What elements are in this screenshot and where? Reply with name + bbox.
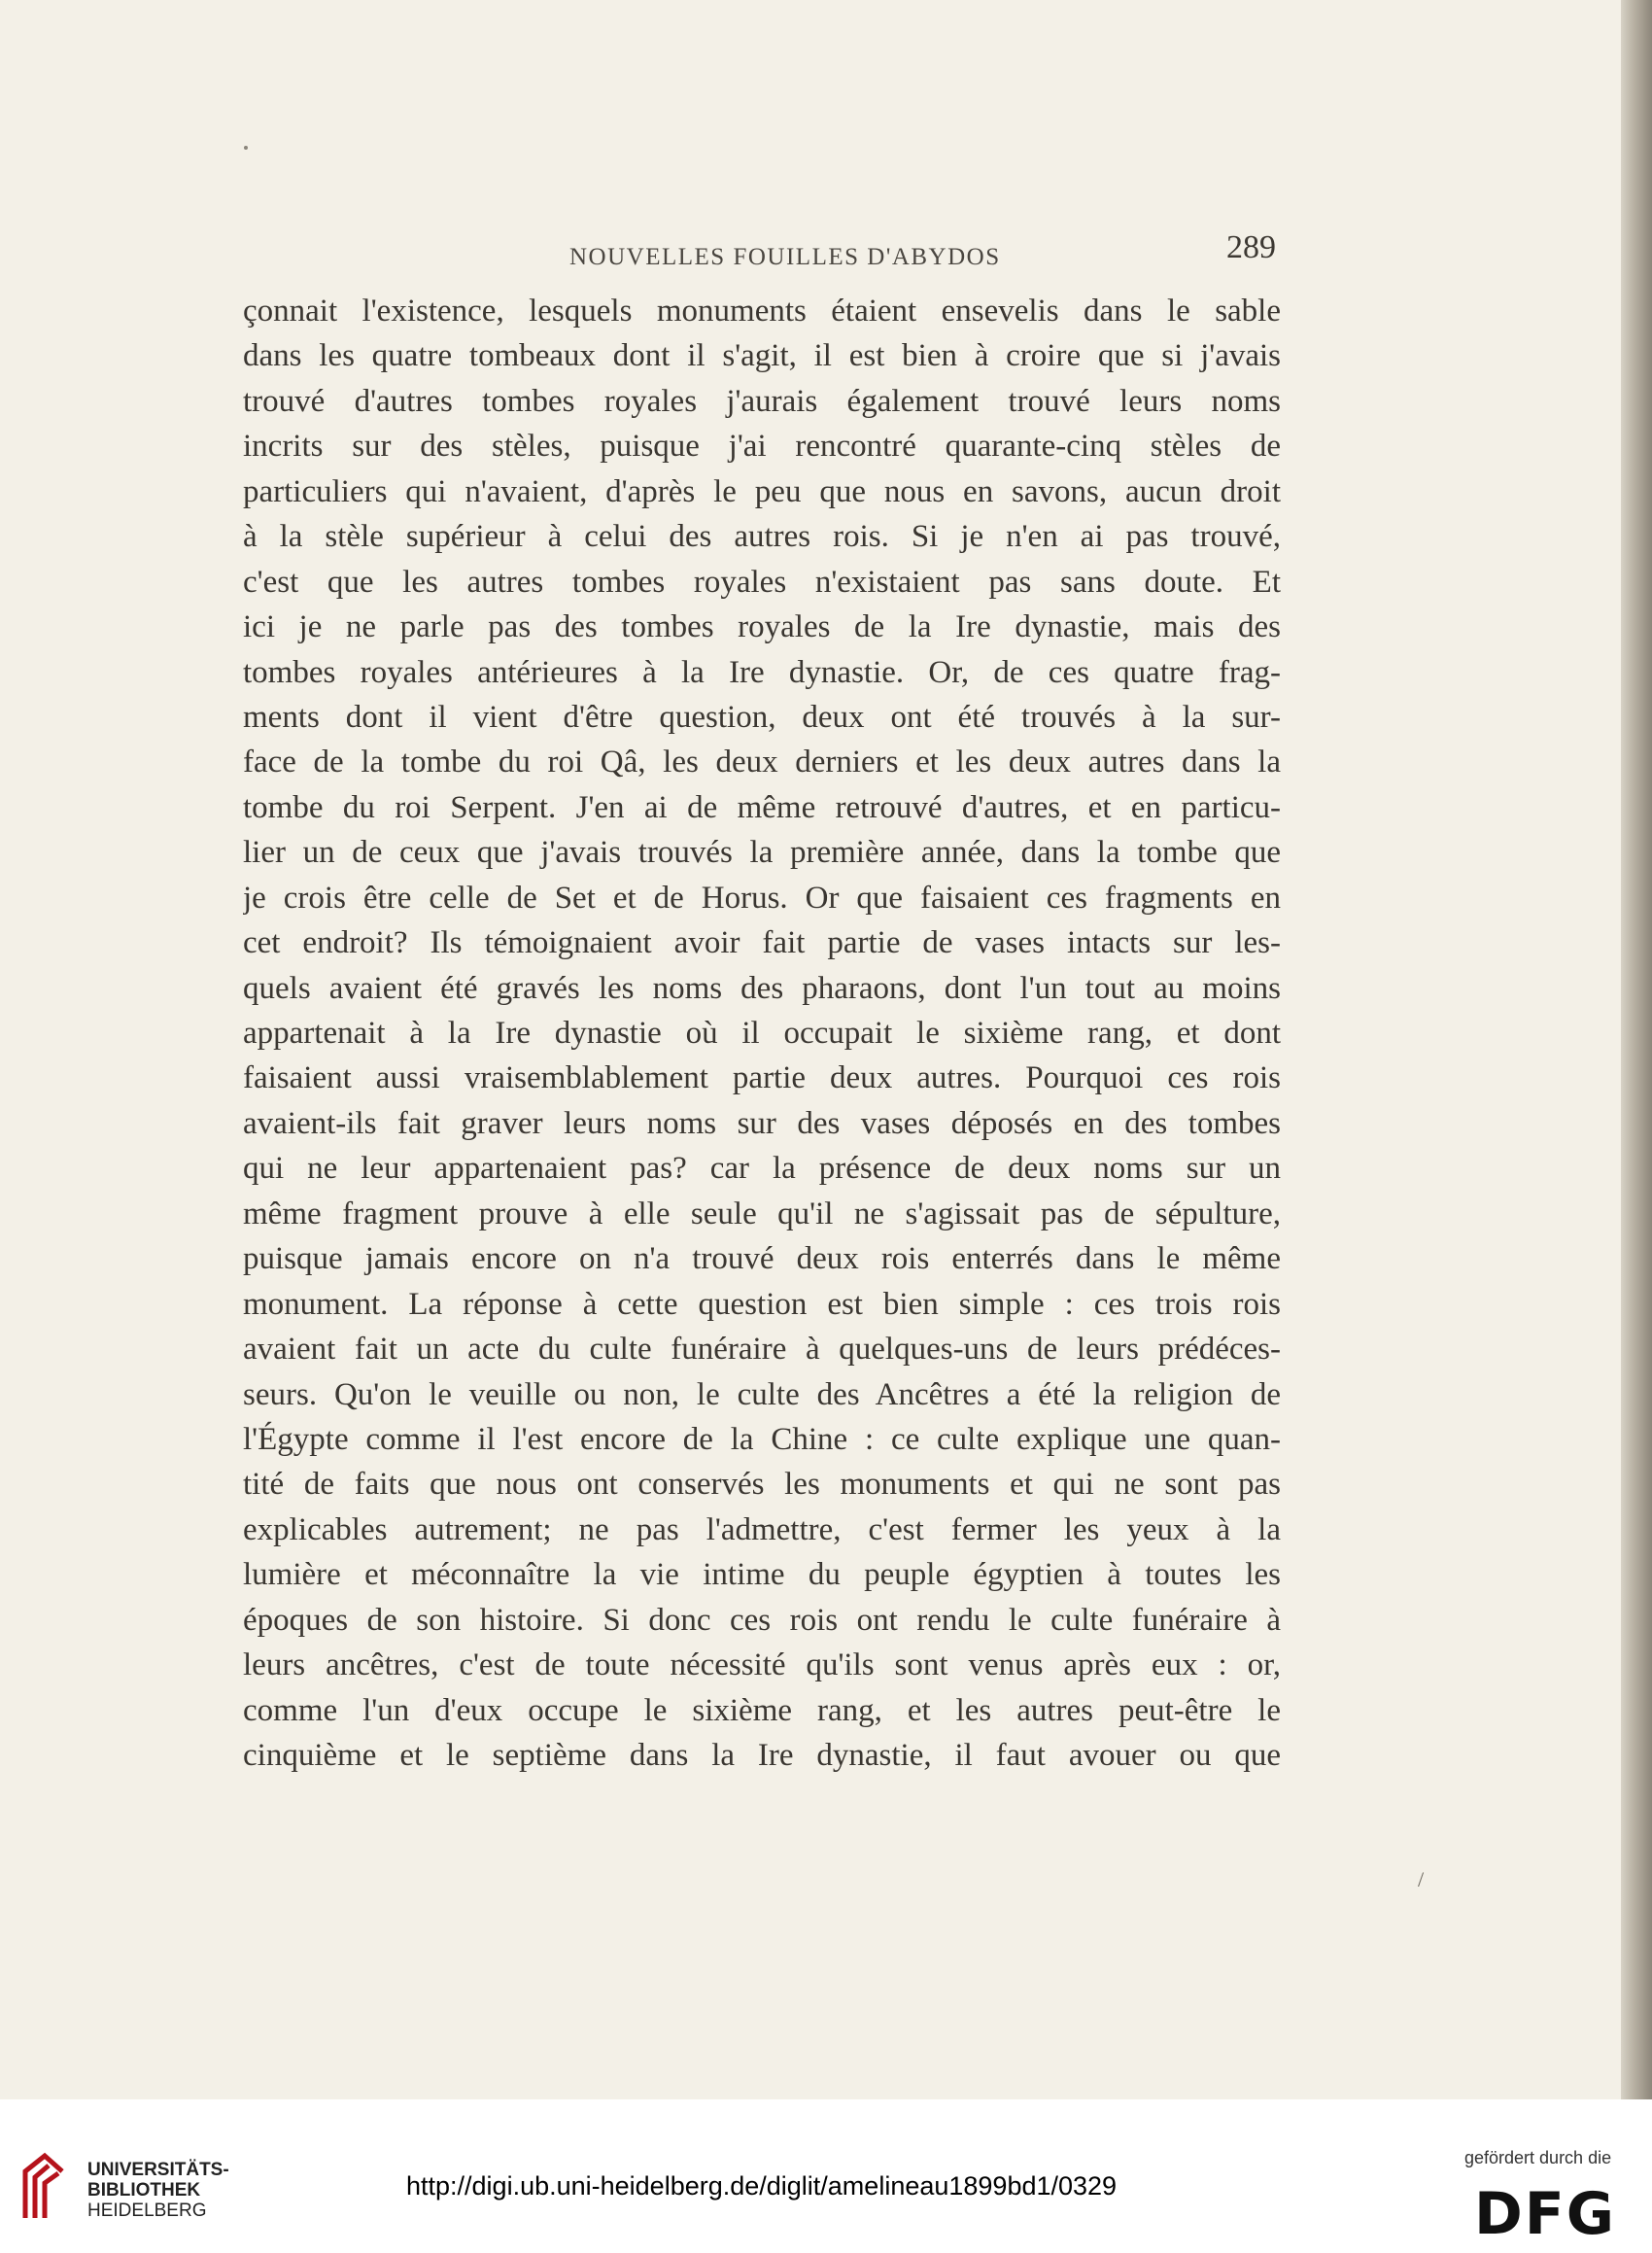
text-line: seurs. Qu'on le veuille ou non, le culte des Ancêtres a été la religion de	[243, 1376, 1281, 1412]
permalink-url[interactable]: http://digi.ub.uni-heidelberg.de/diglit/amelineau1899bd1/0329	[406, 2171, 1118, 2201]
text-line: quels avaient été gravés les noms des pharaons, dont l'un tout au moins	[243, 970, 1281, 1006]
text-line: particuliers qui n'avaient, d'après le peu que nous en savons, aucun droit	[243, 473, 1281, 509]
text-line: époques de son histoire. Si donc ces rois ont rendu le culte funéraire à	[243, 1602, 1281, 1638]
page-edge-shadow	[1621, 0, 1652, 2099]
text-line: ments dont il vient d'être question, deux ont été trouvés à la sur-	[243, 699, 1281, 735]
text-line: ici je ne parle pas des tombes royales de la Ire dynastie, mais des	[243, 609, 1281, 645]
text-line: puisque jamais encore on n'a trouvé deux rois enterrés dans le même	[243, 1241, 1281, 1277]
page-number: 289	[1226, 229, 1276, 265]
text-line: monument. La réponse à cette question est bien simple : ces trois rois	[243, 1286, 1281, 1322]
text-line: appartenait à la Ire dynastie où il occupait le sixième rang, et dont	[243, 1016, 1281, 1051]
text-line: avaient-ils fait graver leurs noms sur des vases déposés en des tombes	[243, 1105, 1281, 1141]
text-line: même fragment prouve à elle seule qu'il ne s'agissait pas de sépulture,	[243, 1196, 1281, 1231]
text-line: cet endroit? Ils témoignaient avoir fait partie de vases intacts sur les-	[243, 925, 1281, 961]
text-line: je crois être celle de Set et de Horus. Or que faisaient ces fragments en	[243, 880, 1281, 916]
funding-note: gefördert durch die	[1464, 2148, 1612, 2167]
text-line: avaient fait un acte du culte funéraire à quelques-uns de leurs prédéces-	[243, 1332, 1281, 1368]
library-line-2: BIBLIOTHEK	[87, 2180, 201, 2201]
text-line: faisaient aussi vraisemblablement partie deux autres. Pourquoi ces rois	[243, 1060, 1281, 1096]
text-line: face de la tombe du roi Qâ, les deux derniers et les deux autres dans la	[243, 745, 1281, 780]
text-line: dans les quatre tombeaux dont il s'agit, il est bien à croire que si j'avais	[243, 338, 1281, 374]
library-line-3: HEIDELBERG	[87, 2201, 207, 2221]
text-line: leurs ancêtres, c'est de toute nécessité qu'ils sont venus après eux : or,	[243, 1647, 1281, 1683]
text-line: explicables autrement; ne pas l'admettre, c'est fermer les yeux à la	[243, 1511, 1281, 1547]
text-line: çonnait l'existence, lesquels monuments étaient ensevelis dans le sable	[243, 294, 1281, 329]
text-line: tité de faits que nous ont conservés les monuments et qui ne sont pas	[243, 1467, 1281, 1503]
running-title: NOUVELLES FOUILLES D'ABYDOS	[569, 244, 1001, 270]
margin-mark: /	[1418, 1867, 1425, 1891]
text-line: lier un de ceux que j'avais trouvés la première année, dans la tombe que	[243, 835, 1281, 871]
text-line: tombe du roi Serpent. J'en ai de même retrouvé d'autres, et en particu-	[243, 789, 1281, 825]
text-line: qui ne leur appartenaient pas? car la présence de deux noms sur un	[243, 1151, 1281, 1187]
text-line: c'est que les autres tombes royales n'existaient pas sans doute. Et	[243, 564, 1281, 600]
text-line: cinquième et le septième dans la Ire dynastie, il faut avouer ou que	[243, 1738, 1281, 1773]
body-text	[243, 289, 1281, 1778]
footer-bar	[0, 2099, 1652, 2253]
library-name	[87, 2160, 229, 2221]
text-line: incrits sur des stèles, puisque j'ai rencontré quarante-cinq stèles de	[243, 429, 1281, 465]
university-library-logo-icon	[19, 2150, 68, 2224]
text-line: comme l'un d'eux occupe le sixième rang, et les autres peut-être le	[243, 1692, 1281, 1728]
scan-speck	[244, 146, 248, 150]
library-line-1: UNIVERSITÄTS-	[87, 2160, 229, 2180]
text-line: à la stèle supérieur à celui des autres rois. Si je n'en ai pas trouvé,	[243, 519, 1281, 555]
dfg-logo: DFG	[1474, 2180, 1617, 2248]
text-line: lumière et méconnaître la vie intime du peuple égyptien à toutes les	[243, 1557, 1281, 1593]
text-line: tombes royales antérieures à la Ire dynastie. Or, de ces quatre frag-	[243, 654, 1281, 690]
text-line: l'Égypte comme il l'est encore de la Chine : ce culte explique une quan-	[243, 1421, 1281, 1457]
text-line: trouvé d'autres tombes royales j'aurais également trouvé leurs noms	[243, 383, 1281, 419]
